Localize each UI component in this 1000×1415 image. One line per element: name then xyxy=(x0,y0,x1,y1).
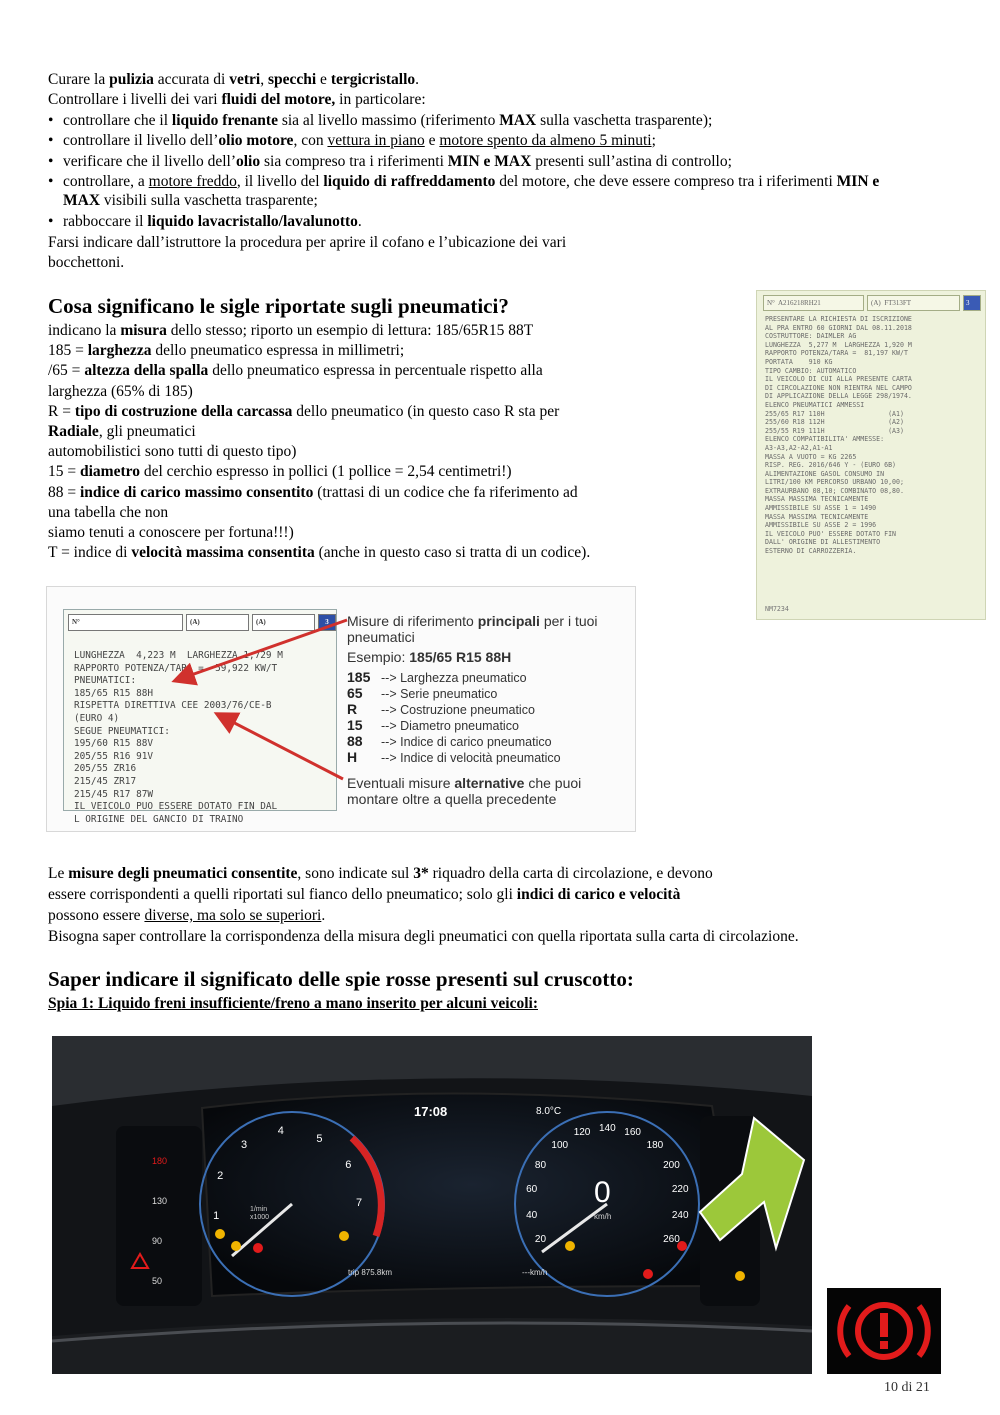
arrow-main xyxy=(177,620,347,680)
legend-row xyxy=(347,701,535,717)
brake-warning-icon xyxy=(827,1288,941,1374)
legend-row xyxy=(347,669,527,685)
text-run: velocità massima consentita xyxy=(131,544,315,562)
text-run: diametro xyxy=(80,463,140,481)
text-run: misure degli pneumatici consentite xyxy=(68,865,298,882)
text-run: pulizia xyxy=(109,71,154,88)
text-run: tergicristallo xyxy=(330,71,416,88)
legend-row xyxy=(347,685,497,701)
warning-icon-yellow-1 xyxy=(215,1229,225,1239)
text-run: 185 = xyxy=(48,342,88,360)
legend-value: --> Larghezza pneumatico xyxy=(381,671,527,685)
tick-label: 260 xyxy=(663,1234,680,1245)
text-run: vetri xyxy=(229,71,261,88)
tyres-line xyxy=(48,402,559,421)
tick-label: 3 xyxy=(241,1139,248,1152)
registration-card-photo xyxy=(756,290,986,620)
text-run: ; xyxy=(651,132,656,149)
text-run: Controllare i livelli dei vari xyxy=(48,91,222,108)
text-run: del motore, che deve essere compreso tra i riferimenti xyxy=(495,173,837,190)
figure-card-text: LUNGHEZZA 4,223 M LARGHEZZA 1,729 M RAPPORTO POTENZA/TARA = 59,922 KW/T PNEUMATICI: 185/65 R15 88H RISPETTA DIRETTIVA CEE 2003/76/CE-B (EURO 4) SEGUE PNEUMATICI: 195/60 R15 88V 205/55 R16 91V 205/55 ZR16 215/45 ZR17 215/45 R17 87W IL VEICOLO PUO ESSERE DOTATO FIN DAL L ORIGINE DEL GANCIO DI TRAINO xyxy=(74,650,283,825)
text-run: indicano la xyxy=(48,322,121,339)
tyres-line xyxy=(48,321,533,340)
legend-value: --> Indice di velocità pneumatico xyxy=(381,751,561,765)
legend-row xyxy=(347,717,519,733)
figure-card-a2: (A) xyxy=(252,614,315,631)
bullet-3: • verificare che il livello dell’olio sia compreso tra i riferimenti MIN e MAX presenti sull’astina di controllo; xyxy=(48,153,732,170)
text-run: controllare il livello dell’ xyxy=(63,132,219,149)
dash-range: ---km/h xyxy=(522,1268,548,1277)
tyres-line xyxy=(48,382,193,401)
text-run: T = indice di xyxy=(48,544,132,562)
text-run: (anche in questo caso si tratta di un codice). xyxy=(314,544,591,562)
text-run: liquido lavacristallo/lavalunotto xyxy=(147,213,358,230)
warning-icon-red-1 xyxy=(253,1243,263,1253)
dashboard-photo xyxy=(52,1036,812,1374)
legend-key: 185 xyxy=(347,669,371,685)
tick-label: 220 xyxy=(671,1184,689,1196)
tyres-heading: Cosa significano le sigle riportate sugli pneumatici? xyxy=(48,294,509,318)
tick-label: 6 xyxy=(345,1159,352,1172)
text-run: Le xyxy=(48,865,69,882)
text-run: Bisogna saper controllare la corrispondenza della misura degli pneumatici con quella riportata sulla carta di circolazione. xyxy=(48,928,799,945)
text-run: diverse, ma solo se superiori xyxy=(144,907,322,924)
legend-key: 88 xyxy=(347,733,363,749)
text-run: . xyxy=(415,71,420,88)
text-run: larghezza xyxy=(87,342,152,360)
allowed-line-3 xyxy=(48,906,325,925)
tick-label: 180 xyxy=(152,1156,168,1166)
text-run: automobilistici sono tutti di questo tipo) xyxy=(48,443,297,461)
bullet-5: • rabboccare il liquido lavacristallo/lavalunotto. xyxy=(48,213,362,230)
text-run: visibili sulla vaschetta trasparente; xyxy=(100,192,318,209)
text-run: motore freddo xyxy=(148,173,237,190)
dash-rpm-unit: 1/min x1000 xyxy=(250,1206,270,1221)
tick-label: 2 xyxy=(217,1170,224,1183)
text-run: Curare la xyxy=(48,71,110,88)
text-run: , sono indicate sul xyxy=(297,865,414,882)
text-run: dello pneumatico (in questo caso R sta per xyxy=(292,402,560,420)
figure-card-3: 3 xyxy=(318,614,336,631)
text-run: olio motore xyxy=(218,132,294,149)
alt-note: Eventuali misure alternative che puoi montare oltre a quella precedente xyxy=(347,775,582,807)
text-run: del cerchio espresso in pollici (1 pollice = 2,54 centimetri!) xyxy=(139,463,512,481)
tick-label: 60 xyxy=(526,1184,538,1196)
intro-closing-2: bocchettoni. xyxy=(48,254,125,271)
text-run: indice di carico massimo consentito xyxy=(80,483,314,501)
warning-icon-red-2 xyxy=(643,1269,653,1279)
tick-label: 140 xyxy=(599,1123,616,1134)
legend-key: R xyxy=(347,701,358,717)
text-run: e xyxy=(316,71,331,88)
legend-key: H xyxy=(347,749,358,765)
dash-time: 17:08 xyxy=(414,1104,448,1119)
legend-row xyxy=(347,749,561,765)
text-run: Radiale xyxy=(48,423,99,440)
bullet-1: • controllare che il liquido frenante sia al livello massimo (riferimento MAX sulla vaschetta trasparente); xyxy=(48,112,713,129)
text-run: controllare che il xyxy=(63,112,172,129)
text-run: sulla vaschetta trasparente); xyxy=(536,112,713,129)
text-run: sia al livello massimo (riferimento xyxy=(277,112,500,129)
text-run: possono essere xyxy=(48,907,145,924)
text-run: olio xyxy=(236,153,261,170)
tick-label: 20 xyxy=(534,1234,547,1245)
text-run: in particolare: xyxy=(335,91,426,108)
text-run: . xyxy=(321,907,326,924)
text-run: motore spento da almeno 5 minuti xyxy=(439,132,652,149)
text-run: , gli pneumatici xyxy=(98,423,196,440)
text-run: MIN e MAX xyxy=(447,153,532,170)
text-run: indici di carico e velocità xyxy=(516,886,681,903)
text-run: essere corrispondenti a quelli riportati sul fianco dello pneumatico; solo gli xyxy=(48,886,517,903)
tyres-line xyxy=(48,442,296,461)
tick-label: 50 xyxy=(152,1276,163,1286)
tick-label: 4 xyxy=(277,1125,284,1138)
tyres-line xyxy=(48,503,168,522)
text-run: accurata di xyxy=(153,71,230,88)
text-run: siamo tenuti a conoscere per fortuna!!!) xyxy=(48,524,294,541)
tyre-card-figure xyxy=(46,586,636,832)
intro-line-1 xyxy=(48,70,419,89)
text-run: dello pneumatico espressa in millimetri; xyxy=(151,342,405,360)
text-run: una tabella che non xyxy=(48,503,169,521)
tyres-line xyxy=(48,341,404,360)
text-run: R = xyxy=(48,402,75,420)
text-run: dello stesso; riporto un esempio di lettura: 185/65R15 88T xyxy=(166,322,534,339)
card-header xyxy=(763,295,979,313)
text-run: , xyxy=(260,71,268,88)
tyres-line xyxy=(48,361,543,380)
tick-label: 240 xyxy=(671,1209,689,1221)
tick-label: 7 xyxy=(356,1197,363,1209)
tick-label: 90 xyxy=(152,1236,163,1246)
text-run: specchi xyxy=(267,71,317,88)
text-run: . xyxy=(357,213,362,230)
text-run: fluidi del motore, xyxy=(221,91,336,108)
main-note: Misure di riferimento principali per i tuoi pneumatici xyxy=(347,613,598,645)
tyres-line xyxy=(48,483,578,502)
page-number: 10 di 21 xyxy=(884,1380,930,1395)
tyres-line xyxy=(48,543,590,562)
legend-row xyxy=(347,733,552,749)
bullet-2: • controllare il livello dell’olio motore, con vettura in piano e motore spento da almeno 5 minuti; xyxy=(48,132,656,149)
figure-card-a1: (A) xyxy=(186,614,249,631)
tick-label: 160 xyxy=(624,1127,641,1139)
engine-icon xyxy=(735,1271,745,1281)
text-run: sia compreso tra i riferimenti xyxy=(260,153,448,170)
legend-value: --> Serie pneumatico xyxy=(381,687,498,701)
text-run: vettura in piano xyxy=(327,132,425,149)
intro-line-2 xyxy=(48,90,426,109)
text-run: , il livello del xyxy=(236,173,324,190)
text-run: altezza della spalla xyxy=(84,362,209,380)
text-run: , con xyxy=(293,132,328,149)
text-run: riquadro della carta di circolazione, e devono xyxy=(428,865,713,882)
tick-label: 40 xyxy=(526,1209,538,1221)
card-photo-footer: NM7234 xyxy=(765,605,789,613)
card-field-a: (A) FT313FT xyxy=(867,295,960,311)
figure-card-n: N° xyxy=(68,614,183,631)
text-run: verificare che il livello dell’ xyxy=(63,153,236,170)
text-run: /65 = xyxy=(48,362,85,380)
card-field-plate: N° A216218RH21 xyxy=(763,295,864,311)
tyres-line xyxy=(48,422,196,441)
tick-label: 120 xyxy=(573,1127,591,1139)
allowed-line-1 xyxy=(48,864,713,883)
warning-icon-yellow-3 xyxy=(339,1231,349,1241)
tyres-line xyxy=(48,523,294,542)
tick-label: 130 xyxy=(152,1196,168,1206)
text-run: tipo di costruzione della carcassa xyxy=(74,402,293,420)
intro-closing-1: Farsi indicare dall’istruttore la procedura per aprire il cofano e l’ubicazione dei vari xyxy=(48,234,567,251)
lights-subheading: Spia 1: Liquido freni insufficiente/freno a mano inserito per alcuni veicoli: xyxy=(48,995,538,1012)
text-run: rabboccare il xyxy=(63,213,148,230)
bullet-4: • controllare, a motore freddo, il livello del liquido di raffreddamento del motore, che deve essere compreso tra i riferimenti MIN e MAX visibili sulla vaschetta trasparente; xyxy=(48,173,880,209)
allowed-line-2 xyxy=(48,885,680,904)
tick-label: 100 xyxy=(551,1140,569,1152)
example-line: Esempio: 185/65 R15 88H xyxy=(347,649,512,665)
text-run: larghezza (65% di 185) xyxy=(48,382,193,400)
dash-speed: 0 xyxy=(594,1176,611,1209)
lights-heading: Saper indicare il significato delle spie rosse presenti sul cruscotto: xyxy=(48,967,634,991)
text-run: MAX xyxy=(499,112,537,129)
text-run: misura xyxy=(120,322,167,339)
tick-label: 80 xyxy=(534,1160,547,1171)
text-run: MIN e MAX xyxy=(63,173,880,209)
text-run: e xyxy=(424,132,440,149)
tick-label: 5 xyxy=(316,1132,323,1145)
legend-value: --> Diametro pneumatico xyxy=(381,719,519,733)
dash-trip: trip 875.8km xyxy=(348,1268,393,1277)
text-run: presenti sull’astina di controllo; xyxy=(531,153,732,170)
tick-label: 1 xyxy=(213,1209,220,1222)
tyres-line xyxy=(48,462,512,481)
dash-speed-unit: km/h xyxy=(594,1212,612,1221)
legend-value: --> Indice di carico pneumatico xyxy=(381,735,552,749)
text-run: 3* xyxy=(413,865,429,882)
text-run: dello pneumatico espressa in percentuale rispetto alla xyxy=(208,362,543,380)
text-run: controllare, a xyxy=(63,173,149,190)
text-run: liquido frenante xyxy=(171,112,278,129)
dash-temp: 8.0°C xyxy=(536,1106,562,1117)
warning-icon-yellow-2 xyxy=(231,1241,241,1251)
legend-key: 65 xyxy=(347,685,363,701)
allowed-line-4 xyxy=(48,927,799,946)
text-run: liquido di raffreddamento xyxy=(323,173,496,190)
card-photo-text: PRESENTARE LA RICHIESTA DI ISCRIZIONE AL PRA ENTRO 60 GIORNI DAL 08.11.2018 COSTRUTTORE: DAIMLER AG LUNGHEZZA 5,277 M LARGHEZZA 1,920 M RAPPORTO POTENZA/TARA = 81,197 KW/T PORTATA 910 KG TIPO CAMBIO: AUTOMATICO IL VEICOLO DI CUI ALLA PRESENTE CARTA DI CIRCOLAZIONE NON RIENTRA NEL CAMPO DI APPLICAZIONE DELLA LEGGE 298/1974. ELENCO PNEUMATICI AMMESSI 255/65 R17 110H (A1) 255/60 R18 112H (A2) 255/55 R19 111H (A3) ELENCO COMPATIBILITA' AMMESSE: A3-A3,A2-A2,A1-A1 MASSA A VUOTO = KG 2265 RISP. REG. 2016/646 Y - (EURO 6B) ALIMENTAZIONE GASOL CONSUMO IN LITRI/100 KM PERCORSO URBANO 10,00; EXTRAURBANO 08,10; COMBINATO 08,80. MASSA MASSIMA TECNICAMENTE AMMISSIBILE SU ASSE 1 = 1490 MASSA MASSIMA TECNICAMENTE AMMISSIBILE SU ASSE 2 = 1996 IL VEICOLO PUO' ESSERE DOTATO FIN DALL' ORIGINE DI ALLESTIMENTO ESTERNO DI CARROZZERIA. xyxy=(765,315,912,556)
warning-icon-yellow-4 xyxy=(565,1241,575,1251)
tick-label: 200 xyxy=(663,1160,680,1171)
text-run: 15 = xyxy=(48,463,80,481)
legend-value: --> Costruzione pneumatico xyxy=(381,703,535,717)
arrow-alt xyxy=(219,715,343,779)
tick-label: 180 xyxy=(646,1140,664,1152)
legend-key: 15 xyxy=(347,717,363,733)
text-run: (trattasi di un codice che fa riferimento ad xyxy=(313,483,578,501)
card-field-3: 3 xyxy=(963,295,981,311)
text-run: 88 = xyxy=(48,483,80,501)
